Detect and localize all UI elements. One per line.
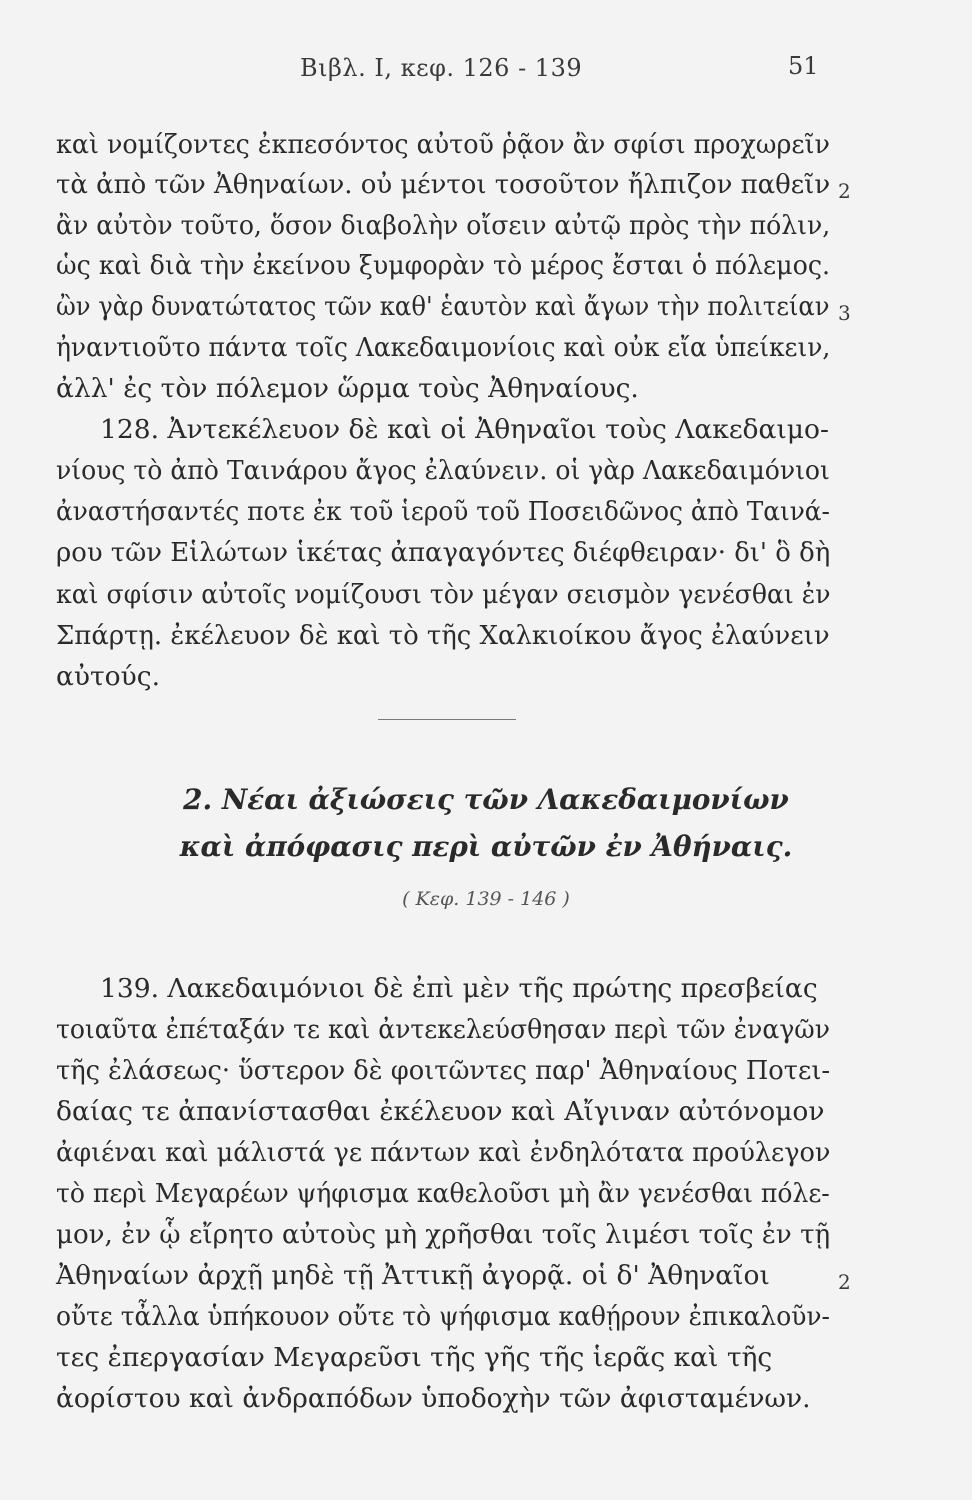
margin-section-number: 2 [838,179,851,203]
text-line: καὶ σφίσιν αὐτοῖς νομίζουσι τὸν μέγαν σεισμὸν γενέσθαι ἐν [56,579,831,610]
text-line: ἀορίστου καὶ ἀνδραπόδων ὑποδοχὴν τῶν ἀφισταμένων. [56,1383,811,1414]
running-title: Βιβλ. Ι, κεφ. 126 - 139 [300,54,583,82]
text-line: αὐτούς. [56,661,160,692]
text-line: Ἀθηναίων ἀρχῇ μηδὲ τῇ Ἀττικῇ ἀγορᾷ. οἱ δ' Ἀθηναῖοι 2 [0,1256,972,1296]
text-line: οὔτε τἆλλα ὑπήκουον οὔτε τὸ ψήφισμα καθῄρουν ἐπικαλοῦν- [56,1301,830,1332]
text-line: ἀναστήσαντές ποτε ἐκ τοῦ ἱεροῦ τοῦ Ποσειδῶνος ἀπὸ Ταινά- [56,496,830,527]
text-line: τες ἐπεργασίαν Μεγαρεῦσι τῆς γῆς τῆς ἱερᾶς καὶ τῆς [56,1342,773,1373]
text-line: 139. Λακεδαιμόνιοι δὲ ἐπὶ μὲν τῆς πρώτης πρεσβείας [100,973,818,1004]
page-header [0,48,972,88]
page-number: 51 [788,52,819,80]
text-line: ρου τῶν Εἱλώτων ἱκέτας ἀπαγαγόντες διέφθειραν· δι' ὃ δὴ [56,537,831,568]
text-line: 128. Ἀντεκέλευον δὲ καὶ οἱ Ἀθηναῖοι τοὺς Λακεδαιμο- [100,414,829,445]
text-line: τὰ ἀπὸ τῶν Ἀθηναίων. οὐ μέντοι τοσοῦτον ἤλπιζον παθεῖν 2 [0,165,972,205]
text-line: ὢν γὰρ δυνατώτατος τῶν καθ' ἑαυτὸν καὶ ἄγων τὴν πολιτείαν 3 [0,287,972,327]
section-divider [378,719,516,720]
text-line: τῆς ἐλάσεως· ὕστερον δὲ φοιτῶντες παρ' Ἀθηναίους Ποτει- [56,1055,831,1086]
text-line: ὡς καὶ διὰ τὴν ἐκείνου ξυμφορὰν τὸ μέρος ἔσται ὁ πόλεμος. [56,250,831,281]
text-line: ἀλλ' ἐς τὸν πόλεμον ὥρμα τοὺς Ἀθηναίους. [56,373,639,404]
text-line: νίους τὸ ἀπὸ Ταινάρου ἄγος ἐλαύνειν. οἱ γὰρ Λακεδαιμόνιοι [56,455,830,486]
section-title-line-2: καὶ ἀπόφασις περὶ αὐτῶν ἐν Ἀθήναις. [179,830,793,863]
text-line: ἂν αὐτὸν τοῦτο, ὅσον διαβολὴν οἴσειν αὐτῷ πρὸς τὴν πόλιν, [56,210,831,241]
section-title-line-1: 2. Νέαι ἀξιώσεις τῶν Λακεδαιμονίων [183,783,789,816]
section-chapter-range: ( Κεφ. 139 - 146 ) [402,888,570,910]
margin-section-number: 2 [838,1270,851,1294]
text-line: τοιαῦτα ἐπέταξάν τε καὶ ἀντεκελεύσθησαν περὶ τῶν ἐναγῶν [56,1014,830,1045]
text-line: Σπάρτῃ. ἐκέλευον δὲ καὶ τὸ τῆς Χαλκιοίκου ἄγος ἐλαύνειν [56,620,830,651]
text-line: τὸ περὶ Μεγαρέων ψήφισμα καθελοῦσι μὴ ἂν γενέσθαι πόλε- [56,1178,830,1209]
text-line: καὶ νομίζοντες ἐκπεσόντος αὐτοῦ ῥᾷον ἂν σφίσι προχωρεῖν [56,129,830,160]
text-line: δαίας τε ἀπανίστασθαι ἐκέλευον καὶ Αἴγιναν αὐτόνομον [56,1096,825,1127]
margin-section-number: 3 [838,301,851,325]
text-line: ἀφιέναι καὶ μάλιστά γε πάντων καὶ ἐνδηλότατα προύλεγον [56,1137,831,1168]
text-line: ἠναντιοῦτο πάντα τοῖς Λακεδαιμονίοις καὶ οὐκ εἴα ὑπείκειν, [56,332,831,363]
text-line: μον, ἐν ᾧ εἴρητο αὐτοὺς μὴ χρῆσθαι τοῖς λιμέσι τοῖς ἐν τῇ [56,1219,831,1250]
